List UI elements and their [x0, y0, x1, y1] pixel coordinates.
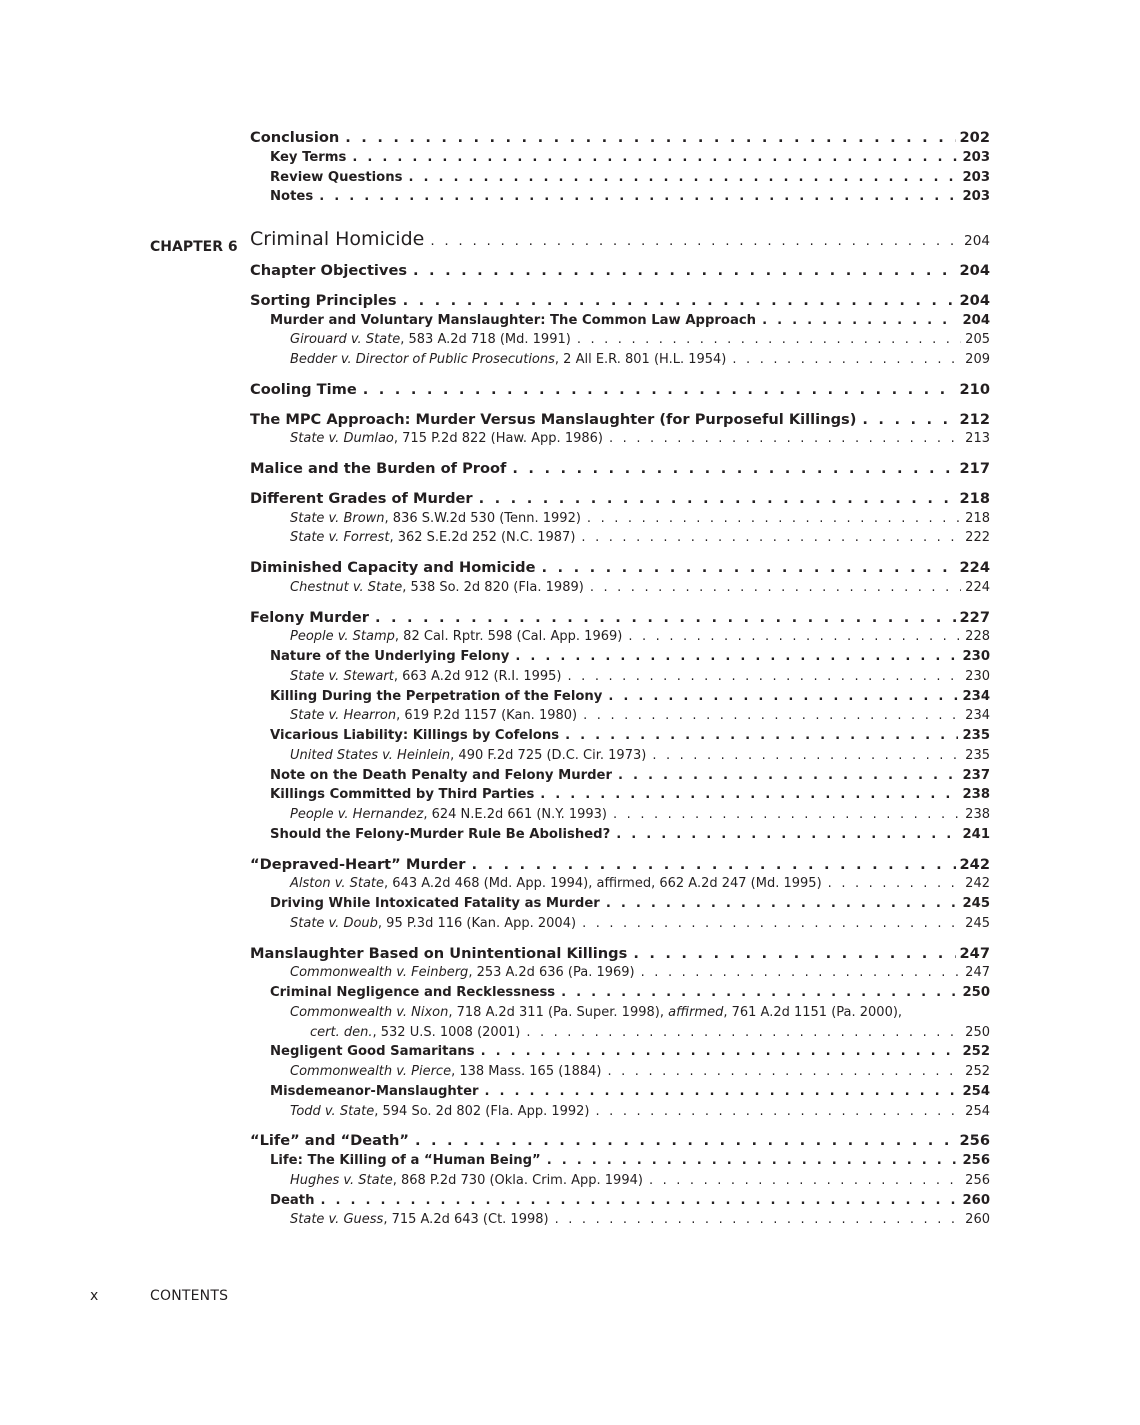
toc-case-entry-wrapped-line1[interactable]: Commonwealth v. Nixon, 718 A.2d 311 (Pa. Super. 1998), affirmed, 761 A.2d 1151 (Pa. 2000),: [290, 1004, 903, 1020]
dot-leader: [596, 1102, 962, 1122]
dot-leader: [828, 874, 962, 894]
toc-subentry[interactable]: Negligent Good Samaritans . . . 252: [250, 1042, 990, 1062]
toc-subentry[interactable]: Murder and Voluntary Manslaughter: The Common Law Approach . . . 204: [250, 311, 990, 331]
dot-leader: [345, 128, 955, 148]
dot-leader: [320, 1191, 958, 1211]
dot-leader: [413, 261, 956, 281]
toc-case-entry[interactable]: State v. Dumlao, 715 P.2d 822 (Haw. App. 1986) . . . 213: [250, 429, 990, 449]
dot-leader: [607, 1062, 961, 1082]
toc-case-entry[interactable]: Bedder v. Director of Public Prosecutions, 2 All E.R. 801 (H.L. 1954) . . . 209: [250, 350, 990, 370]
toc-subentry[interactable]: Driving While Intoxicated Fatality as Murder . . . 245: [250, 894, 990, 914]
dot-leader: [540, 785, 958, 805]
toc-entry-sorting-principles[interactable]: Sorting Principles . . . 204: [250, 291, 990, 311]
page-number: x: [90, 1288, 99, 1304]
toc-entry-mpc-approach[interactable]: The MPC Approach: Murder Versus Manslaughter (for Purposeful Killings) . . . 212: [250, 410, 990, 430]
dot-leader: [555, 1210, 962, 1230]
toc-case-entry[interactable]: State v. Brown, 836 S.W.2d 530 (Tenn. 1992) . . . 218: [250, 509, 990, 529]
dot-leader: [567, 667, 961, 687]
toc-entry-malice[interactable]: Malice and the Burden of Proof . . . 217: [250, 459, 990, 479]
toc-case-entry[interactable]: State v. Stewart, 663 A.2d 912 (R.I. 1995) . . . 230: [250, 667, 990, 687]
toc-subentry[interactable]: Death . . . 260: [250, 1191, 990, 1211]
dot-leader: [375, 608, 956, 628]
dot-leader: [526, 1023, 961, 1043]
toc-entry-chapter-objectives[interactable]: Chapter Objectives . . . 204: [250, 261, 990, 281]
toc-case-entry[interactable]: United States v. Heinlein, 490 F.2d 725 (D.C. Cir. 1973) . . . 235: [250, 746, 990, 766]
toc-subentry[interactable]: Killings Committed by Third Parties . . . 238: [250, 785, 990, 805]
toc-subentry[interactable]: Killing During the Perpetration of the Felony . . . 234: [250, 687, 990, 707]
table-of-contents: [250, 128, 990, 1230]
toc-entry-depraved-heart[interactable]: “Depraved-Heart” Murder . . . 242: [250, 855, 990, 875]
toc-subentry[interactable]: Criminal Negligence and Recklessness . . . 250: [250, 983, 990, 1003]
chapter-title: Criminal Homicide: [250, 228, 425, 250]
dot-leader: [609, 429, 961, 449]
dot-leader: [479, 489, 956, 509]
toc-subentry[interactable]: Nature of the Underlying Felony . . . 230: [250, 647, 990, 667]
dot-leader: [641, 963, 962, 983]
toc-entry-key-terms[interactable]: Key Terms . . . 203: [250, 148, 990, 168]
toc-subentry[interactable]: Should the Felony-Murder Rule Be Abolished? . . . 241: [250, 825, 990, 845]
toc-subentry[interactable]: Misdemeanor-Manslaughter . . . 254: [250, 1082, 990, 1102]
toc-subentry[interactable]: Vicarious Liability: Killings by Cofelons . . . 235: [250, 726, 990, 746]
toc-entry-unintentional-killings[interactable]: Manslaughter Based on Unintentional Killings . . . 247: [250, 944, 990, 964]
dot-leader: [587, 509, 961, 529]
toc-entry-felony-murder[interactable]: Felony Murder . . . 227: [250, 608, 990, 628]
toc-case-entry[interactable]: State v. Forrest, 362 S.E.2d 252 (N.C. 1987) . . . 222: [250, 528, 990, 548]
chapter-title-row[interactable]: Criminal Homicide . . . 204: [250, 227, 990, 253]
dot-leader: [319, 187, 958, 207]
dot-leader: [732, 350, 961, 370]
dot-leader: [481, 1042, 959, 1062]
toc-entry-conclusion[interactable]: Conclusion . . . 202: [250, 128, 990, 148]
dot-leader: [471, 855, 955, 875]
toc-case-entry[interactable]: Girouard v. State, 583 A.2d 718 (Md. 1991) . . . 205: [250, 330, 990, 350]
toc-case-entry[interactable]: Commonwealth v. Pierce, 138 Mass. 165 (1884) . . . 252: [250, 1062, 990, 1082]
dot-leader: [762, 311, 958, 331]
toc-entry-life-and-death[interactable]: “Life” and “Death” . . . 256: [250, 1131, 990, 1151]
toc-entry-review-questions[interactable]: Review Questions . . . 203: [250, 168, 990, 188]
toc-case-entry[interactable]: People v. Hernandez, 624 N.E.2d 661 (N.Y. 1993) . . . 238: [250, 805, 990, 825]
chapter-label: CHAPTER 6: [150, 239, 238, 255]
toc-entry-cooling-time[interactable]: Cooling Time . . . 210: [250, 380, 990, 400]
dot-leader: [649, 1171, 961, 1191]
dot-leader: [582, 914, 961, 934]
toc-case-entry[interactable]: Commonwealth v. Feinberg, 253 A.2d 636 (Pa. 1969) . . . 247: [250, 963, 990, 983]
dot-leader: [628, 627, 961, 647]
dot-leader: [633, 944, 955, 964]
toc-case-entry[interactable]: Hughes v. State, 868 P.2d 730 (Okla. Crim. App. 1994) . . . 256: [250, 1171, 990, 1191]
dot-leader: [363, 380, 956, 400]
toc-subentry[interactable]: Note on the Death Penalty and Felony Murder . . . 237: [250, 766, 990, 786]
dot-leader: [430, 229, 960, 253]
toc-case-entry[interactable]: State v. Guess, 715 A.2d 643 (Ct. 1998) . . . 260: [250, 1210, 990, 1230]
dot-leader: [577, 330, 961, 350]
dot-leader: [613, 805, 961, 825]
toc-entry-notes[interactable]: Notes . . . 203: [250, 187, 990, 207]
dot-leader: [583, 706, 961, 726]
dot-leader: [565, 726, 958, 746]
dot-leader: [485, 1082, 959, 1102]
dot-leader: [408, 168, 958, 188]
dot-leader: [415, 1131, 956, 1151]
toc-case-entry[interactable]: Alston v. State, 643 A.2d 468 (Md. App. 1994), affirmed, 662 A.2d 247 (Md. 1995) . . . 242: [250, 874, 990, 894]
toc-case-entry-wrapped-line2[interactable]: cert. den., 532 U.S. 1008 (2001) . . . 250: [250, 1023, 990, 1043]
dot-leader: [561, 983, 958, 1003]
toc-entry-grades-of-murder[interactable]: Different Grades of Murder . . . 218: [250, 489, 990, 509]
dot-leader: [581, 528, 961, 548]
dot-leader: [652, 746, 961, 766]
dot-leader: [515, 647, 958, 667]
toc-subentry[interactable]: Life: The Killing of a “Human Being” . . . 256: [250, 1151, 990, 1171]
dot-leader: [547, 1151, 959, 1171]
dot-leader: [590, 578, 961, 598]
dot-leader: [542, 558, 956, 578]
dot-leader: [606, 894, 959, 914]
dot-leader: [352, 148, 958, 168]
toc-case-entry[interactable]: Chestnut v. State, 538 So. 2d 820 (Fla. 1989) . . . 224: [250, 578, 990, 598]
toc-case-entry[interactable]: State v. Doub, 95 P.3d 116 (Kan. App. 2004) . . . 245: [250, 914, 990, 934]
toc-case-entry[interactable]: People v. Stamp, 82 Cal. Rptr. 598 (Cal. App. 1969) . . . 228: [250, 627, 990, 647]
dot-leader: [512, 459, 955, 479]
dot-leader: [616, 825, 958, 845]
dot-leader: [862, 410, 955, 430]
running-footer: CONTENTS: [150, 1288, 229, 1304]
toc-case-entry[interactable]: Todd v. State, 594 So. 2d 802 (Fla. App. 1992) . . . 254: [250, 1102, 990, 1122]
toc-entry-diminished-capacity[interactable]: Diminished Capacity and Homicide . . . 224: [250, 558, 990, 578]
dot-leader: [618, 766, 958, 786]
dot-leader: [403, 291, 956, 311]
toc-case-entry[interactable]: State v. Hearron, 619 P.2d 1157 (Kan. 1980) . . . 234: [250, 706, 990, 726]
dot-leader: [608, 687, 958, 707]
